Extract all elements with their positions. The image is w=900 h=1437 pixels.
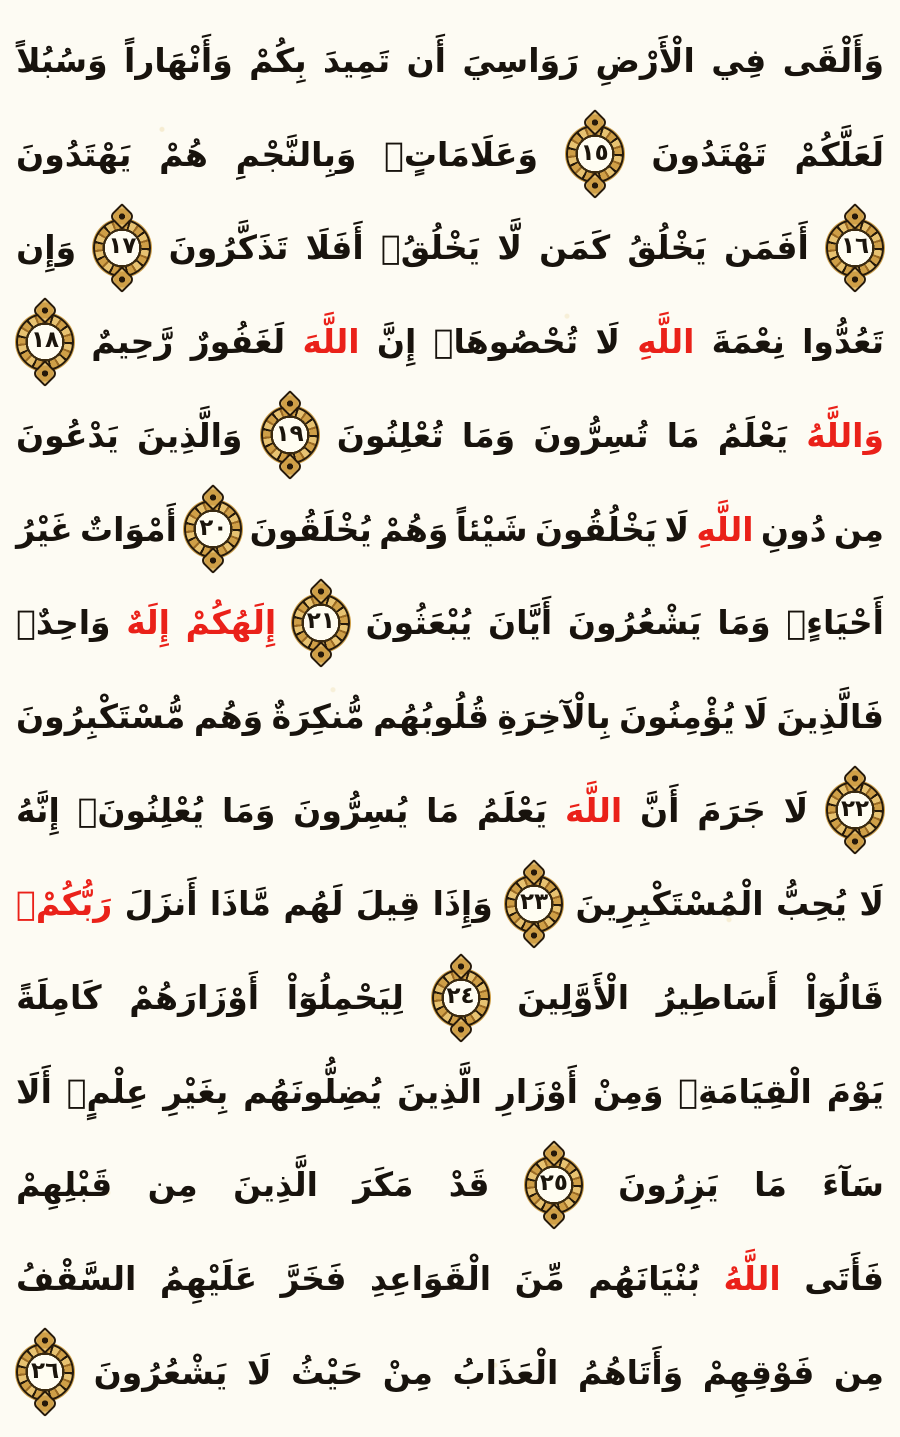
verse-number: ٢٥ xyxy=(539,1170,568,1197)
quran-word: أَفَمَن xyxy=(724,228,809,268)
quran-word: مُّسْتَكْبِرُونَ xyxy=(16,696,186,736)
verse-number: ٢٣ xyxy=(520,889,549,916)
quran-word: وَمَا xyxy=(222,790,276,830)
quran-word: الْقَوَاعِدِ xyxy=(369,1259,492,1299)
quran-word: لَّا xyxy=(497,228,522,268)
verse-end-medallion xyxy=(525,1156,583,1214)
quran-word: وَبِالنَّجْمِ xyxy=(235,134,357,174)
quran-word: أَوْزَارَهُمْ xyxy=(129,978,260,1018)
quran-word: أَفَلَا xyxy=(305,228,364,268)
quran-line-12 xyxy=(16,1045,884,1138)
quran-word: وَاحِدٌۚ xyxy=(16,603,111,643)
quran-line-3 xyxy=(16,201,884,294)
quran-line-8 xyxy=(16,670,884,763)
quran-line-13 xyxy=(16,1138,884,1231)
quran-word: تُحْصُوهَاۚ xyxy=(433,322,579,362)
quran-word: فَأَتَى xyxy=(804,1259,884,1299)
quran-word: لَا xyxy=(595,322,620,362)
quran-word: سَآءَ xyxy=(822,1165,884,1205)
quran-word: لَهُم xyxy=(283,884,344,924)
quran-word: الْمُسْتَكْبِرِينَ xyxy=(575,884,764,924)
divine-name-word: اللَّهَ xyxy=(302,322,360,362)
quran-word: وَهُمْ xyxy=(379,509,449,549)
quran-word: لَعَلَّكُمْ xyxy=(794,134,884,174)
quran-word: أَنزَلَ xyxy=(124,884,198,924)
quran-word: لَا xyxy=(783,790,809,830)
quran-word: الْقِيَامَةِۙ xyxy=(678,1071,812,1111)
quran-word: يَشْعُرُونَ xyxy=(567,603,702,643)
verse-end-medallion xyxy=(566,125,624,183)
quran-word: يَشْعُرُونَ xyxy=(93,1352,228,1392)
quran-word: تَذَكَّرُونَ xyxy=(168,228,289,268)
quran-word: مِن xyxy=(147,1165,198,1205)
divine-name-word: إِلَهٌ xyxy=(126,603,170,643)
quran-word: هُمْ xyxy=(159,134,208,174)
quran-word: إِنَّ xyxy=(376,322,417,362)
verse-number: ٢٦ xyxy=(31,1357,60,1384)
verse-number: ١٦ xyxy=(840,233,870,260)
quran-word: مَكَرَ xyxy=(353,1165,414,1205)
quran-word: فَوْقِهِمْ xyxy=(702,1352,815,1392)
verse-number: ١٥ xyxy=(580,139,609,166)
quran-word: كَمَن xyxy=(539,228,611,268)
divine-name-word: اللَّهِ xyxy=(637,322,695,362)
quran-word: عَلَيْهِمُ xyxy=(159,1259,258,1299)
verse-end-medallion xyxy=(16,313,74,371)
quran-word: غَيْرُ xyxy=(16,509,73,549)
quran-line-2 xyxy=(16,108,884,201)
quran-word: مَّاذَا xyxy=(209,884,271,924)
quran-word: قَبْلِهِمْ xyxy=(16,1165,113,1205)
quran-word: وَعَلَامَاتٍۚ xyxy=(384,134,538,174)
quran-word: مَا xyxy=(666,415,700,455)
quran-word: حَيْثُ xyxy=(291,1352,364,1392)
quran-word: أَمْوَاتٌ xyxy=(80,509,177,549)
quran-word: نِعْمَةَ xyxy=(711,322,785,362)
quran-word: وَالَّذِينَ xyxy=(137,415,243,455)
quran-word: الْعَذَابُ xyxy=(452,1352,559,1392)
quran-word: أَحْيَاءٍۖ xyxy=(786,603,884,643)
quran-word: شَيْئاً xyxy=(455,509,528,549)
quran-line-6 xyxy=(16,483,884,576)
quran-line-9 xyxy=(16,764,884,857)
verse-end-medallion xyxy=(261,406,319,464)
quran-word: وَمَا xyxy=(717,603,771,643)
quran-word: أَن xyxy=(406,41,446,80)
quran-word: مِن xyxy=(833,1352,884,1392)
quran-word: لَغَفُورٌ xyxy=(190,322,286,362)
quran-word: وَإِذَا xyxy=(432,884,493,924)
quran-word: لِيَحْمِلُوٓاْ xyxy=(286,978,404,1018)
verse-end-medallion xyxy=(292,594,350,652)
quran-word: الْأَرْضِ xyxy=(595,41,695,80)
quran-word: وَإِن xyxy=(16,228,77,268)
quran-word: فِي xyxy=(711,41,767,80)
quran-word: إِنَّهُ xyxy=(16,790,60,830)
quran-word: يُحِبُّ xyxy=(775,884,848,924)
quran-word: تُعْلِنُونَ xyxy=(336,415,444,455)
verse-number: ٢١ xyxy=(306,608,335,635)
quran-word: تَهْتَدُونَ xyxy=(651,134,767,174)
quran-word: دُونِ xyxy=(760,509,827,549)
quran-line-11 xyxy=(16,951,884,1044)
quran-word: السَّقْفُ xyxy=(16,1259,137,1299)
quran-word: يُعْلِنُونَۚ xyxy=(77,790,205,830)
quran-word: وَمِنْ xyxy=(592,1071,664,1111)
quran-word: تُسِرُّونَ xyxy=(533,415,649,455)
quran-line-10 xyxy=(16,857,884,950)
divine-name-word: اللَّهَ xyxy=(565,790,623,830)
quran-word: مُّنكِرَةٌ xyxy=(271,696,365,736)
quran-word: يَعْلَمُ xyxy=(476,790,548,830)
quran-word: وَأَلْقَى xyxy=(782,41,884,80)
quran-word: فَالَّذِينَ xyxy=(776,696,884,736)
quran-word: الَّذِينَ xyxy=(397,1071,482,1111)
quran-word: تَمِيدَ xyxy=(323,41,391,80)
quran-word: الَّذِينَ xyxy=(233,1165,318,1205)
verse-end-medallion xyxy=(184,500,242,558)
verse-end-medallion xyxy=(826,219,884,277)
verse-end-medallion xyxy=(432,969,490,1027)
quran-word: مِّنَ xyxy=(514,1259,565,1299)
quran-line-15 xyxy=(16,1326,884,1419)
quran-word: مَا xyxy=(754,1165,787,1205)
quran-word: يَعْلَمُ xyxy=(717,415,789,455)
quran-word: يَزِرُونَ xyxy=(618,1165,719,1205)
quran-word: الْأَوَّلِينَ xyxy=(517,978,630,1018)
divine-name-word: إِلَهُكُمْ xyxy=(185,603,277,643)
quran-word: وَمَا xyxy=(461,415,516,455)
quran-word: مِنْ xyxy=(382,1352,433,1392)
quran-word: يَخْلُقُ xyxy=(627,228,707,268)
quran-word: بِالْآخِرَةِ xyxy=(497,696,611,736)
quran-word: رَوَاسِيَ xyxy=(462,41,580,80)
divine-name-word: اللَّهُ xyxy=(723,1259,781,1299)
quran-word: لَا xyxy=(743,696,768,736)
quran-word: بُنْيَانَهُم xyxy=(588,1259,700,1299)
quran-word: أَلَا xyxy=(16,1071,52,1111)
quran-word: قُلُوبُهُم xyxy=(373,696,489,736)
quran-word: قَدْ xyxy=(448,1165,490,1205)
quran-word: قَالُوٓاْ xyxy=(805,978,884,1018)
quran-word: يُخْلَقُونَ xyxy=(249,509,372,549)
quran-word: يُضِلُّونَهُم xyxy=(243,1071,383,1111)
quran-line-5 xyxy=(16,389,884,482)
quran-word: وَأَنْهَاراً xyxy=(124,41,233,80)
quran-word: يُؤْمِنُونَ xyxy=(619,696,735,736)
quran-word: بِكُمْ xyxy=(249,41,307,80)
quran-word: لَا xyxy=(664,509,690,549)
quran-line-1 xyxy=(16,14,884,107)
quran-word: عِلْمٍۗ xyxy=(66,1071,149,1111)
quran-text-block xyxy=(16,14,884,1419)
quran-word: أَيَّانَ xyxy=(487,603,553,643)
quran-word: كَامِلَةً xyxy=(16,978,102,1018)
quran-word: قِيلَ xyxy=(355,884,421,924)
quran-word: رَّحِيمٌ xyxy=(91,322,174,362)
verse-number: ٢٢ xyxy=(840,795,870,822)
quran-word: يُسِرُّونَ xyxy=(293,790,409,830)
verse-number: ١٩ xyxy=(275,420,304,447)
verse-end-medallion xyxy=(505,875,563,933)
quran-word: يَخْلُقُۚ xyxy=(380,228,481,268)
verse-end-medallion xyxy=(16,1343,74,1401)
quran-word: فَخَرَّ xyxy=(280,1259,347,1299)
divine-name-word: اللَّهِ xyxy=(696,509,754,549)
quran-word: يَوْمَ xyxy=(826,1071,884,1111)
quran-word: مَا xyxy=(426,790,459,830)
quran-word: لَا xyxy=(859,884,884,924)
quran-word: جَرَمَ xyxy=(697,790,766,830)
quran-word: أَنَّ xyxy=(640,790,680,830)
quran-word: يَدْعُونَ xyxy=(16,415,119,455)
quran-word: وَسُبُلاً xyxy=(16,41,108,80)
quran-word: مِن xyxy=(833,509,884,549)
verse-number: ٢٠ xyxy=(199,514,228,541)
verse-number: ٢٤ xyxy=(446,983,475,1010)
quran-word: يَهْتَدُونَ xyxy=(16,134,132,174)
divine-name-word: رَبُّكُمْۙ xyxy=(16,884,113,924)
quran-word: بِغَيْرِ xyxy=(163,1071,229,1111)
quran-word: وَأَتَاهُمُ xyxy=(577,1352,684,1392)
quran-word: يَخْلُقُونَ xyxy=(534,509,658,549)
quran-word: يُبْعَثُونَ xyxy=(365,603,473,643)
verse-number: ١٨ xyxy=(31,327,60,354)
quran-word: لَا xyxy=(246,1352,272,1392)
quran-word: أَسَاطِيرُ xyxy=(656,978,778,1018)
verse-number: ١٧ xyxy=(108,233,137,260)
quran-word: أَوْزَارِ xyxy=(496,1071,578,1111)
verse-end-medallion xyxy=(93,219,151,277)
quran-word: تَعُدُّوا xyxy=(802,322,884,362)
quran-line-7 xyxy=(16,576,884,669)
divine-name-word: وَاللَّهُ xyxy=(806,415,884,455)
quran-line-14 xyxy=(16,1232,884,1325)
quran-word: وَهُم xyxy=(193,696,264,736)
verse-end-medallion xyxy=(826,781,884,839)
quran-line-4 xyxy=(16,295,884,388)
